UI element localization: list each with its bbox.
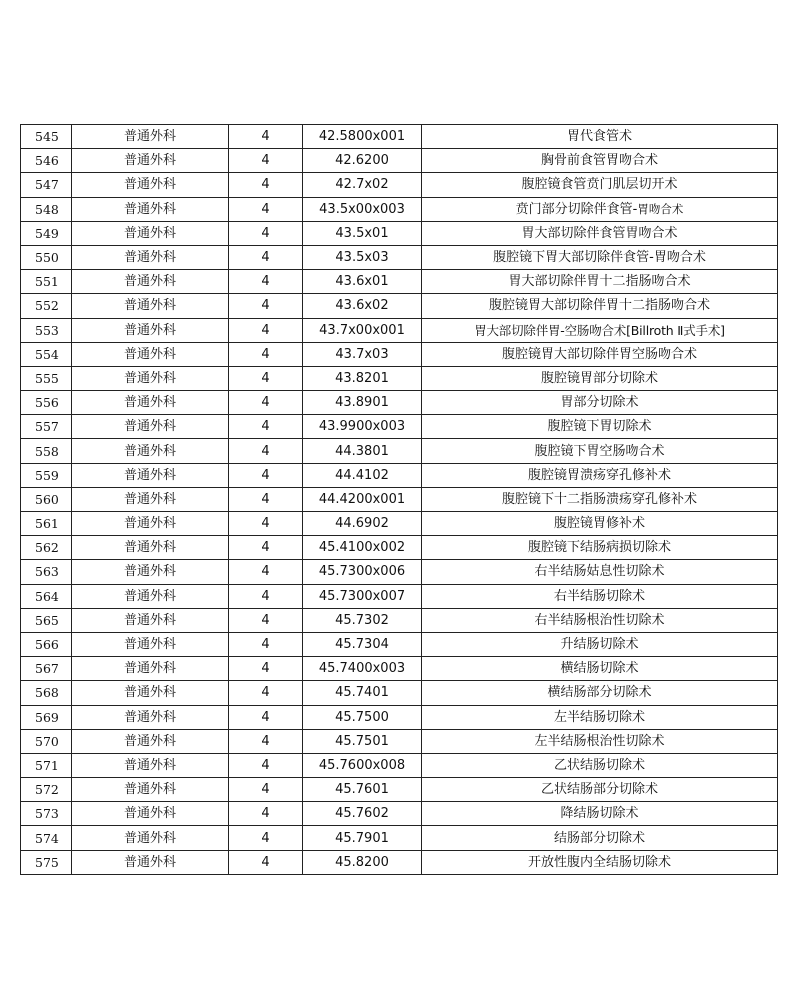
department-cell: 普通外科 bbox=[72, 221, 229, 245]
procedure-code-cell: 43.7x00x001 bbox=[303, 318, 422, 342]
row-number-cell: 558 bbox=[21, 439, 72, 463]
table-row bbox=[21, 681, 778, 705]
department-cell: 普通外科 bbox=[72, 463, 229, 487]
row-number-cell: 549 bbox=[21, 221, 72, 245]
row-number-cell: 561 bbox=[21, 512, 72, 536]
procedure-name-cell: 腹腔镜下结肠病损切除术 bbox=[422, 536, 778, 560]
row-number-cell: 569 bbox=[21, 705, 72, 729]
procedure-name-cell: 腹腔镜胃溃疡穿孔修补术 bbox=[422, 463, 778, 487]
row-number-cell: 554 bbox=[21, 342, 72, 366]
level-cell: 4 bbox=[229, 657, 303, 681]
procedure-code-cell: 45.7401 bbox=[303, 681, 422, 705]
row-number-cell: 553 bbox=[21, 318, 72, 342]
row-number-cell: 559 bbox=[21, 463, 72, 487]
procedure-code-cell: 45.7300x006 bbox=[303, 560, 422, 584]
procedure-name-cell: 胸骨前食管胃吻合术 bbox=[422, 149, 778, 173]
procedure-name-cell: 腹腔镜下胃空肠吻合术 bbox=[422, 439, 778, 463]
level-cell: 4 bbox=[229, 826, 303, 850]
table-row bbox=[21, 802, 778, 826]
level-cell: 4 bbox=[229, 125, 303, 149]
table-row bbox=[21, 294, 778, 318]
department-cell: 普通外科 bbox=[72, 681, 229, 705]
procedure-name-cell: 胃大部切除伴胃十二指肠吻合术 bbox=[422, 270, 778, 294]
department-cell: 普通外科 bbox=[72, 270, 229, 294]
procedure-name-cell: 腹腔镜胃大部切除伴胃十二指肠吻合术 bbox=[422, 294, 778, 318]
procedure-code-cell: 44.3801 bbox=[303, 439, 422, 463]
department-cell: 普通外科 bbox=[72, 318, 229, 342]
row-number-cell: 555 bbox=[21, 366, 72, 390]
row-number-cell: 575 bbox=[21, 850, 72, 874]
procedure-code-cell: 43.9900x003 bbox=[303, 415, 422, 439]
procedure-name-cell: 腹腔镜食管贲门肌层切开术 bbox=[422, 173, 778, 197]
procedure-name-cell bbox=[422, 197, 778, 221]
procedure-code-cell: 44.4200x001 bbox=[303, 487, 422, 511]
level-cell: 4 bbox=[229, 681, 303, 705]
procedure-name-cell: 左半结肠根治性切除术 bbox=[422, 729, 778, 753]
level-cell: 4 bbox=[229, 391, 303, 415]
row-number-cell: 574 bbox=[21, 826, 72, 850]
row-number-cell: 573 bbox=[21, 802, 72, 826]
department-cell: 普通外科 bbox=[72, 560, 229, 584]
table-row bbox=[21, 657, 778, 681]
row-number-cell: 570 bbox=[21, 729, 72, 753]
procedure-name-cell: 横结肠部分切除术 bbox=[422, 681, 778, 705]
table-row bbox=[21, 608, 778, 632]
procedure-name-cell: 腹腔镜下胃切除术 bbox=[422, 415, 778, 439]
row-number-cell: 566 bbox=[21, 632, 72, 656]
department-cell: 普通外科 bbox=[72, 705, 229, 729]
level-cell: 4 bbox=[229, 632, 303, 656]
level-cell: 4 bbox=[229, 560, 303, 584]
table-row bbox=[21, 729, 778, 753]
table-row bbox=[21, 463, 778, 487]
procedure-name-cell: 右半结肠姑息性切除术 bbox=[422, 560, 778, 584]
department-cell: 普通外科 bbox=[72, 729, 229, 753]
table-row bbox=[21, 342, 778, 366]
table-row bbox=[21, 826, 778, 850]
level-cell: 4 bbox=[229, 245, 303, 269]
level-cell: 4 bbox=[229, 608, 303, 632]
procedure-name-cell: 结肠部分切除术 bbox=[422, 826, 778, 850]
row-number-cell: 546 bbox=[21, 149, 72, 173]
procedure-name-cell: 开放性腹内全结肠切除术 bbox=[422, 850, 778, 874]
table-row bbox=[21, 221, 778, 245]
level-cell: 4 bbox=[229, 729, 303, 753]
procedure-code-cell: 45.7300x007 bbox=[303, 584, 422, 608]
procedure-code-cell: 43.5x03 bbox=[303, 245, 422, 269]
procedure-code-cell: 45.4100x002 bbox=[303, 536, 422, 560]
table-row bbox=[21, 536, 778, 560]
table-row bbox=[21, 125, 778, 149]
table-row bbox=[21, 778, 778, 802]
department-cell: 普通外科 bbox=[72, 366, 229, 390]
department-cell: 普通外科 bbox=[72, 584, 229, 608]
row-number-cell: 568 bbox=[21, 681, 72, 705]
level-cell: 4 bbox=[229, 439, 303, 463]
table-row bbox=[21, 366, 778, 390]
procedure-code-cell: 45.7500 bbox=[303, 705, 422, 729]
table-row bbox=[21, 632, 778, 656]
row-number-cell: 560 bbox=[21, 487, 72, 511]
row-number-cell: 556 bbox=[21, 391, 72, 415]
row-number-cell: 564 bbox=[21, 584, 72, 608]
procedure-code-cell: 45.7400x003 bbox=[303, 657, 422, 681]
department-cell: 普通外科 bbox=[72, 245, 229, 269]
procedure-name-cell: 左半结肠切除术 bbox=[422, 705, 778, 729]
table-row bbox=[21, 173, 778, 197]
level-cell: 4 bbox=[229, 415, 303, 439]
department-cell: 普通外科 bbox=[72, 294, 229, 318]
row-number-cell: 552 bbox=[21, 294, 72, 318]
procedure-name-cell: 腹腔镜胃大部切除伴胃空肠吻合术 bbox=[422, 342, 778, 366]
procedure-code-cell: 45.7501 bbox=[303, 729, 422, 753]
table-row bbox=[21, 415, 778, 439]
procedure-name-cell: 胃代食管术 bbox=[422, 125, 778, 149]
table-row bbox=[21, 560, 778, 584]
department-cell: 普通外科 bbox=[72, 753, 229, 777]
department-cell: 普通外科 bbox=[72, 850, 229, 874]
level-cell: 4 bbox=[229, 270, 303, 294]
procedure-code-cell: 43.6x01 bbox=[303, 270, 422, 294]
procedure-table bbox=[20, 124, 778, 875]
row-number-cell: 572 bbox=[21, 778, 72, 802]
level-cell: 4 bbox=[229, 294, 303, 318]
row-number-cell: 548 bbox=[21, 197, 72, 221]
row-number-cell: 547 bbox=[21, 173, 72, 197]
department-cell: 普通外科 bbox=[72, 197, 229, 221]
procedure-name-cell: 横结肠切除术 bbox=[422, 657, 778, 681]
level-cell: 4 bbox=[229, 584, 303, 608]
table-row bbox=[21, 487, 778, 511]
table-row bbox=[21, 850, 778, 874]
row-number-cell: 571 bbox=[21, 753, 72, 777]
procedure-name-cell: 腹腔镜下胃大部切除伴食管-胃吻合术 bbox=[422, 245, 778, 269]
level-cell: 4 bbox=[229, 463, 303, 487]
table-row bbox=[21, 391, 778, 415]
procedure-code-cell: 44.6902 bbox=[303, 512, 422, 536]
procedure-code-cell: 45.7601 bbox=[303, 778, 422, 802]
level-cell: 4 bbox=[229, 366, 303, 390]
department-cell: 普通外科 bbox=[72, 536, 229, 560]
row-number-cell: 563 bbox=[21, 560, 72, 584]
procedure-code-cell: 42.7x02 bbox=[303, 173, 422, 197]
level-cell: 4 bbox=[229, 342, 303, 366]
table-row bbox=[21, 270, 778, 294]
level-cell: 4 bbox=[229, 173, 303, 197]
level-cell: 4 bbox=[229, 753, 303, 777]
row-number-cell: 557 bbox=[21, 415, 72, 439]
table-row bbox=[21, 705, 778, 729]
department-cell: 普通外科 bbox=[72, 802, 229, 826]
department-cell: 普通外科 bbox=[72, 125, 229, 149]
table-row bbox=[21, 197, 778, 221]
table-row bbox=[21, 149, 778, 173]
procedure-code-cell: 45.7302 bbox=[303, 608, 422, 632]
department-cell: 普通外科 bbox=[72, 173, 229, 197]
table-row bbox=[21, 439, 778, 463]
department-cell: 普通外科 bbox=[72, 342, 229, 366]
level-cell: 4 bbox=[229, 512, 303, 536]
procedure-name-cell: 胃部分切除术 bbox=[422, 391, 778, 415]
department-cell: 普通外科 bbox=[72, 608, 229, 632]
department-cell: 普通外科 bbox=[72, 439, 229, 463]
department-cell: 普通外科 bbox=[72, 632, 229, 656]
procedure-name-cell: 乙状结肠部分切除术 bbox=[422, 778, 778, 802]
level-cell: 4 bbox=[229, 778, 303, 802]
department-cell: 普通外科 bbox=[72, 391, 229, 415]
procedure-name-cell: 腹腔镜胃部分切除术 bbox=[422, 366, 778, 390]
procedure-code-cell: 43.6x02 bbox=[303, 294, 422, 318]
procedure-table-body bbox=[21, 125, 778, 875]
table-row bbox=[21, 753, 778, 777]
procedure-code-cell: 42.6200 bbox=[303, 149, 422, 173]
procedure-name-cell: 腹腔镜胃修补术 bbox=[422, 512, 778, 536]
department-cell: 普通外科 bbox=[72, 657, 229, 681]
procedure-code-cell: 44.4102 bbox=[303, 463, 422, 487]
procedure-code-cell: 43.8901 bbox=[303, 391, 422, 415]
level-cell: 4 bbox=[229, 487, 303, 511]
department-cell: 普通外科 bbox=[72, 415, 229, 439]
procedure-code-cell: 45.7901 bbox=[303, 826, 422, 850]
procedure-name-cell: 乙状结肠切除术 bbox=[422, 753, 778, 777]
table-row bbox=[21, 512, 778, 536]
procedure-name-cell: 右半结肠切除术 bbox=[422, 584, 778, 608]
procedure-code-cell: 45.7602 bbox=[303, 802, 422, 826]
table-row bbox=[21, 584, 778, 608]
department-cell: 普通外科 bbox=[72, 487, 229, 511]
procedure-name-cell: 胃大部切除伴胃-空肠吻合术[Billroth Ⅱ式手术] bbox=[422, 318, 778, 342]
procedure-table-container bbox=[20, 124, 777, 875]
row-number-cell: 562 bbox=[21, 536, 72, 560]
level-cell: 4 bbox=[229, 318, 303, 342]
procedure-name-text: 贲门部分切除伴食管- bbox=[515, 201, 638, 217]
procedure-name-tail-text: 胃吻合术 bbox=[637, 201, 684, 216]
level-cell: 4 bbox=[229, 850, 303, 874]
row-number-cell: 550 bbox=[21, 245, 72, 269]
row-number-cell: 545 bbox=[21, 125, 72, 149]
procedure-code-cell: 43.7x03 bbox=[303, 342, 422, 366]
procedure-name-cell: 右半结肠根治性切除术 bbox=[422, 608, 778, 632]
level-cell: 4 bbox=[229, 802, 303, 826]
department-cell: 普通外科 bbox=[72, 149, 229, 173]
procedure-code-cell: 45.7304 bbox=[303, 632, 422, 656]
level-cell: 4 bbox=[229, 221, 303, 245]
level-cell: 4 bbox=[229, 536, 303, 560]
procedure-code-cell: 43.5x01 bbox=[303, 221, 422, 245]
procedure-code-cell: 45.7600x008 bbox=[303, 753, 422, 777]
row-number-cell: 567 bbox=[21, 657, 72, 681]
level-cell: 4 bbox=[229, 149, 303, 173]
procedure-name-cell: 降结肠切除术 bbox=[422, 802, 778, 826]
table-row bbox=[21, 318, 778, 342]
procedure-name-cell: 升结肠切除术 bbox=[422, 632, 778, 656]
procedure-code-cell: 43.5x00x003 bbox=[303, 197, 422, 221]
row-number-cell: 565 bbox=[21, 608, 72, 632]
procedure-code-cell: 43.8201 bbox=[303, 366, 422, 390]
level-cell: 4 bbox=[229, 705, 303, 729]
department-cell: 普通外科 bbox=[72, 512, 229, 536]
row-number-cell: 551 bbox=[21, 270, 72, 294]
level-cell: 4 bbox=[229, 197, 303, 221]
procedure-name-cell: 胃大部切除伴食管胃吻合术 bbox=[422, 221, 778, 245]
procedure-code-cell: 42.5800x001 bbox=[303, 125, 422, 149]
table-row bbox=[21, 245, 778, 269]
procedure-code-cell: 45.8200 bbox=[303, 850, 422, 874]
department-cell: 普通外科 bbox=[72, 826, 229, 850]
department-cell: 普通外科 bbox=[72, 778, 229, 802]
procedure-name-cell: 腹腔镜下十二指肠溃疡穿孔修补术 bbox=[422, 487, 778, 511]
